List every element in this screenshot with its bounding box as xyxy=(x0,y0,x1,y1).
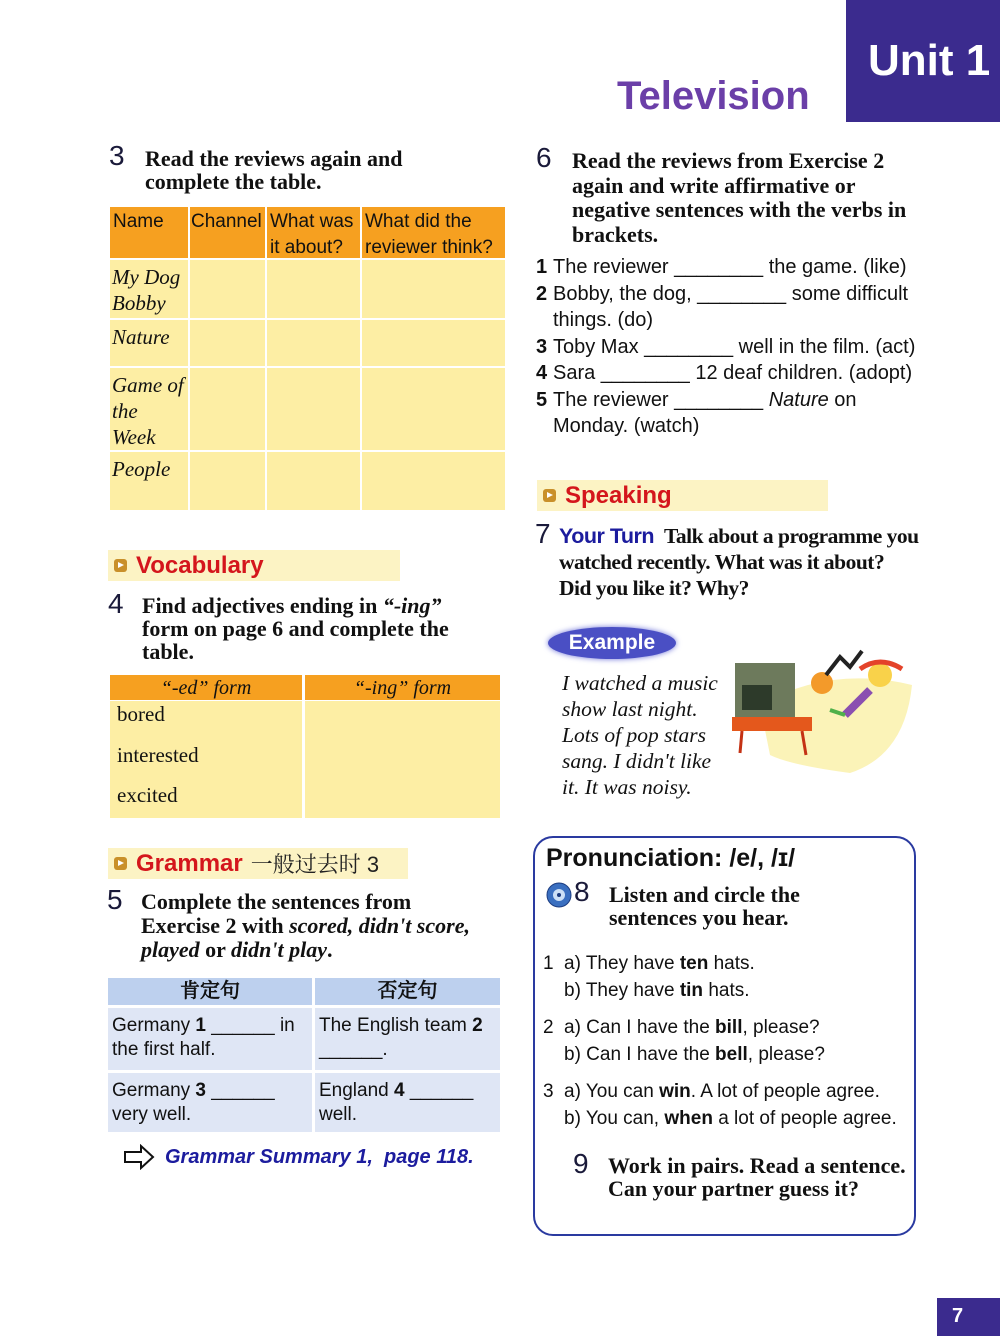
table-body xyxy=(305,701,500,818)
exercise-7-title xyxy=(559,523,919,601)
exercise-6-title: Read the reviews from Exercise 2 again and write affirmative or negative sentences with the verbs in brackets. xyxy=(572,148,907,247)
vocabulary-heading xyxy=(108,550,400,581)
option-b[interactable] xyxy=(564,1106,897,1133)
option-text: hats. xyxy=(703,979,750,1001)
list-item xyxy=(536,360,936,387)
table-cell[interactable] xyxy=(362,320,505,366)
option-text: , please? xyxy=(742,1017,820,1038)
exercise-5-number: 5 xyxy=(107,884,123,915)
option-text: b) They have xyxy=(564,979,680,1001)
title-emphasis: “-ing” xyxy=(382,593,442,618)
table-header xyxy=(305,675,500,700)
option-keyword: bell xyxy=(715,1043,748,1065)
item-number: 3 xyxy=(543,1081,554,1102)
exercise-8-title: Listen and circle the sentences you hear. xyxy=(609,882,800,930)
option-text: . A lot of people agree. xyxy=(690,1081,880,1102)
list-item xyxy=(536,334,936,361)
exercise-6-number: 6 xyxy=(536,142,552,173)
table-cell[interactable] xyxy=(267,368,360,450)
title-emphasis: didn't play xyxy=(231,937,327,962)
table-cell xyxy=(108,1008,312,1070)
table-cell[interactable] xyxy=(362,368,505,450)
option-text: b) You can, xyxy=(564,1107,665,1129)
unit-label: Unit 1 xyxy=(868,36,991,85)
exercise-7-number: 7 xyxy=(535,518,551,549)
item-number: 3 xyxy=(536,335,548,358)
table-header: Name xyxy=(110,207,188,258)
item-number: 2 xyxy=(536,282,548,305)
option-text: a) They have xyxy=(564,953,680,974)
option-keyword: ten xyxy=(679,953,709,974)
blank-number: 4 xyxy=(394,1080,405,1101)
table-cell: bored xyxy=(117,702,165,726)
title-text: Complete the sentences from Exercise 2 with xyxy=(141,889,412,938)
header-text: “-ed” form xyxy=(160,677,252,699)
option-keyword: tin xyxy=(679,979,704,1001)
cd-icon xyxy=(546,882,572,908)
table-cell xyxy=(108,1073,312,1132)
option-a[interactable] xyxy=(564,1079,897,1106)
list-item xyxy=(543,951,913,1004)
unit-badge xyxy=(846,0,1000,122)
pronunciation-title: Pronunciation: /e/, /ɪ/ xyxy=(546,844,796,872)
list-item xyxy=(543,1079,913,1132)
exercise-9-title: Work in pairs. Read a sentence. Can your partner guess it? xyxy=(608,1153,906,1201)
grammar-heading xyxy=(108,848,408,879)
cell-text: ______ well. xyxy=(319,1080,474,1125)
option-text: hats. xyxy=(708,953,755,974)
title-emphasis: scored, didn't score, played xyxy=(141,913,470,962)
grammar-label-cn: 一般过去时 3 xyxy=(250,852,380,877)
exercise-5-title xyxy=(141,890,471,962)
table-cell[interactable] xyxy=(190,260,265,318)
table-cell: interested xyxy=(117,743,199,767)
option-text: a) Can I have the xyxy=(564,1017,716,1038)
cell-text: England xyxy=(319,1080,395,1101)
table-cell xyxy=(315,1073,500,1132)
option-keyword: when xyxy=(664,1107,713,1129)
exercise-3-title: Read the reviews again and complete the table. xyxy=(145,146,403,194)
speaking-heading xyxy=(537,480,828,511)
play-icon xyxy=(114,559,127,572)
list-item xyxy=(536,254,936,281)
item-number: 4 xyxy=(536,362,548,384)
vocabulary-label: Vocabulary xyxy=(136,551,264,579)
option-text: , please? xyxy=(747,1043,825,1065)
table-header: Channel xyxy=(190,207,265,258)
cell-text: The English team xyxy=(319,1015,473,1036)
exercise-4-number: 4 xyxy=(108,588,124,619)
exercise-4-title xyxy=(142,594,492,663)
table-cell[interactable] xyxy=(362,452,505,510)
exercise-7-prompt: Talk about a programme you watched recently. What was it about? Did you like it? Why? xyxy=(559,524,919,600)
exercise-9-number: 9 xyxy=(573,1148,589,1179)
table-cell[interactable] xyxy=(267,452,360,510)
item-text: Toby Max ________ well in the film. (act) xyxy=(553,335,916,358)
item-text: The reviewer ________ the game. (like) xyxy=(553,256,907,278)
table-cell: excited xyxy=(117,783,178,807)
table-header: 肯定句 xyxy=(108,978,312,1005)
example-text: I watched a music show last night. Lots of pop stars sang. I didn't like it. It was noisy. xyxy=(562,671,718,799)
blank-number: 1 xyxy=(195,1015,206,1036)
blank-number: 3 xyxy=(195,1080,206,1101)
option-a[interactable] xyxy=(564,1015,825,1042)
pronunciation-list xyxy=(543,951,913,1143)
title-text: or xyxy=(199,937,232,962)
table-header: 否定句 xyxy=(315,978,500,1005)
table-cell[interactable] xyxy=(190,320,265,366)
page-number: 7 xyxy=(952,1305,964,1327)
table-cell[interactable] xyxy=(267,260,360,318)
table-cell-name: People xyxy=(110,452,188,510)
list-item xyxy=(543,1015,913,1068)
arrow-right-icon xyxy=(123,1144,155,1170)
item-emphasis: Nature xyxy=(768,388,829,411)
pronunciation-box xyxy=(533,836,916,1236)
item-number: 2 xyxy=(543,1017,554,1038)
exercise-3-number: 3 xyxy=(109,140,125,171)
table-cell[interactable] xyxy=(190,452,265,510)
table-cell-name: Game of the Week xyxy=(110,368,188,450)
cell-text: Germany xyxy=(112,1080,196,1101)
item-number: 5 xyxy=(536,388,548,411)
item-number: 1 xyxy=(543,953,554,974)
table-cell[interactable] xyxy=(362,260,505,318)
title-text: Find adjectives ending in xyxy=(142,593,383,618)
table-cell[interactable] xyxy=(267,320,360,366)
speaking-label: Speaking xyxy=(565,481,672,509)
your-turn-label: Your Turn xyxy=(559,524,655,548)
cell-text: ______ in the first half. xyxy=(112,1015,295,1060)
list-item xyxy=(536,281,936,334)
option-keyword: bill xyxy=(715,1017,743,1038)
table-header xyxy=(110,675,302,700)
table-cell-name: Nature xyxy=(110,320,188,366)
option-b[interactable] xyxy=(564,978,755,1005)
item-text xyxy=(553,387,936,440)
option-keyword: win xyxy=(659,1081,691,1102)
title-text: . xyxy=(326,937,333,962)
cell-text: ______ very well. xyxy=(112,1080,275,1125)
item-number: 1 xyxy=(536,256,548,278)
item-text-part: The reviewer ________ xyxy=(553,388,769,411)
item-text: Bobby, the dog, ________ some difficult things. (do) xyxy=(553,282,909,331)
page-number-box xyxy=(937,1298,1000,1336)
table-header: What did the reviewer think? xyxy=(362,207,505,258)
option-b[interactable] xyxy=(564,1042,825,1069)
exercise-6-list xyxy=(536,254,936,440)
grammar-summary-link[interactable] xyxy=(123,1144,474,1170)
title-text: form on page 6 and complete the table. xyxy=(142,616,449,664)
play-icon xyxy=(114,857,127,870)
option-a[interactable] xyxy=(564,951,755,978)
list-item xyxy=(536,387,936,440)
cell-text: Germany xyxy=(112,1015,196,1036)
grammar-summary-text: Grammar Summary 1, page 118. xyxy=(165,1145,474,1168)
table-cell-name: My Dog Bobby xyxy=(110,260,188,318)
exercise-8-number: 8 xyxy=(574,876,590,907)
example-label: Example xyxy=(568,631,656,654)
tv-watching-illustration xyxy=(730,645,915,780)
cell-text: ______. xyxy=(319,1039,388,1060)
option-text: a) You can xyxy=(564,1081,660,1102)
page-title: Television xyxy=(617,74,810,118)
table-header: What was it about? xyxy=(267,207,360,258)
item-text: Sara ________ 12 deaf children. (adopt) xyxy=(553,362,913,384)
grammar-label: Grammar xyxy=(136,849,243,877)
option-text: a lot of people agree. xyxy=(712,1107,897,1129)
play-icon xyxy=(543,489,556,502)
table-cell xyxy=(315,1008,500,1070)
table-cell[interactable] xyxy=(190,368,265,450)
header-text: “-ing” form xyxy=(353,677,452,699)
example-badge xyxy=(548,627,676,659)
blank-number: 2 xyxy=(472,1015,483,1036)
item-text-part: on Monday. (watch) xyxy=(553,388,857,437)
option-text: b) Can I have the xyxy=(564,1043,716,1065)
